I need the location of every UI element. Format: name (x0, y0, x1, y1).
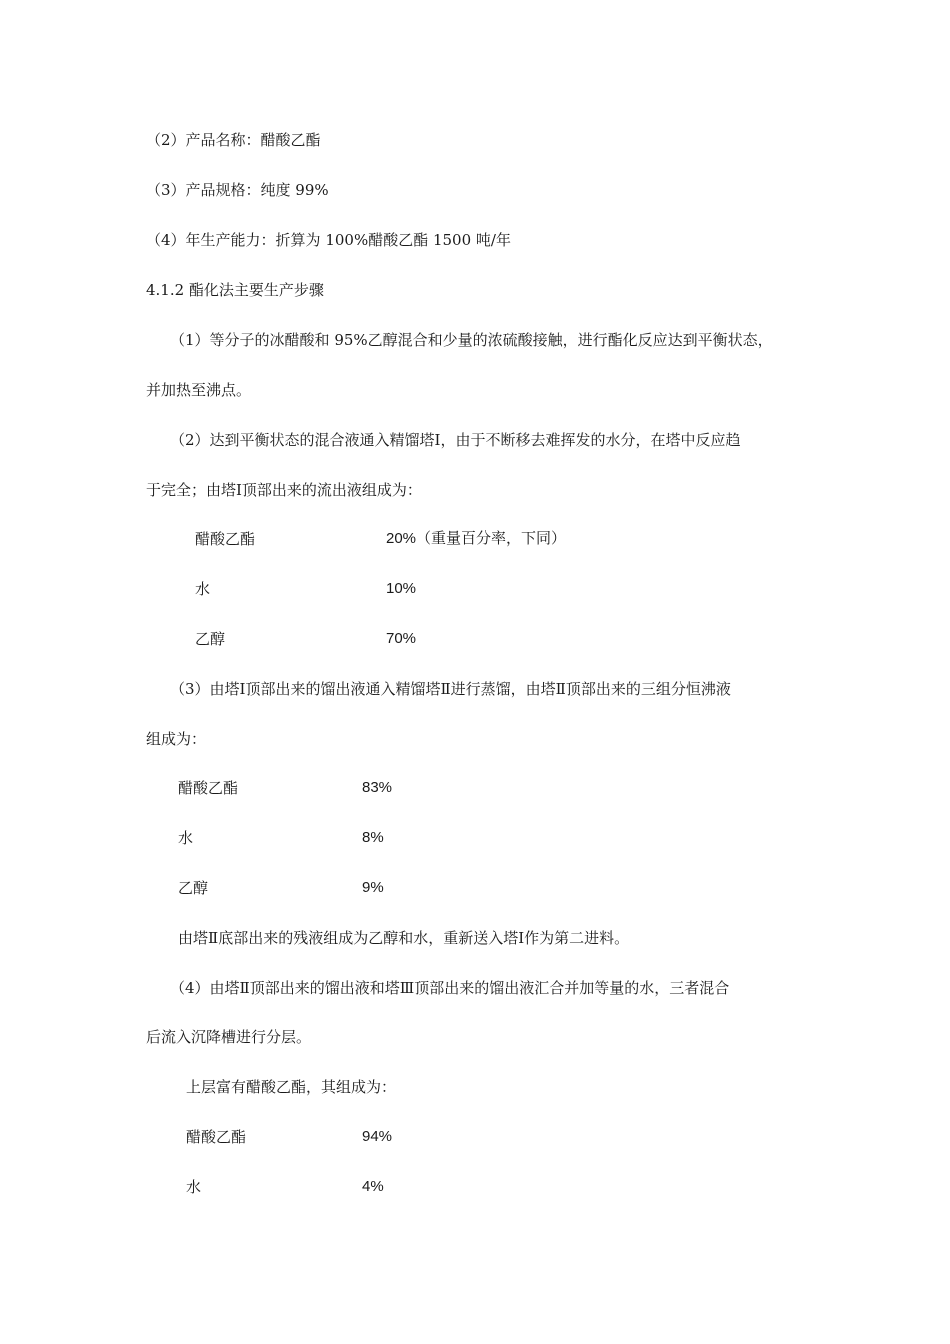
component-value: 8% (362, 829, 384, 846)
production-capacity-line: （4）年生产能力：折算为 100%醋酸乙酯 1500 吨/年 (146, 231, 511, 249)
component-value: 10% (386, 580, 417, 597)
component-value: 94% (362, 1128, 393, 1145)
step1-line1: （1）等分子的冰醋酸和 95%乙醇混合和少量的浓硫酸接触，进行酯化反应达到平衡状态， (170, 331, 773, 349)
product-name-line: （2）产品名称：醋酸乙酯 (146, 131, 321, 149)
component-name: 乙醇 (178, 879, 209, 897)
step3-line1: （3）由塔Ⅰ顶部出来的馏出液通入精馏塔Ⅱ进行蒸馏，由塔Ⅱ顶部出来的三组分恒沸液 (170, 680, 731, 698)
component-value: 9% (362, 879, 384, 896)
step2-line1: （2）达到平衡状态的混合液通入精馏塔Ⅰ，由于不断移去难挥发的水分，在塔中反应趋 (170, 431, 741, 449)
component-name: 醋酸乙酯 (186, 1128, 247, 1146)
product-spec-line: （3）产品规格：纯度 99% (146, 181, 329, 199)
component-value: 4% (362, 1178, 384, 1195)
component-name: 醋酸乙酯 (178, 779, 239, 797)
component-value: 83% (362, 779, 393, 796)
step3-line2: 组成为： (146, 730, 207, 748)
component-name: 水 (195, 580, 211, 598)
step1-line2: 并加热至沸点。 (146, 381, 252, 399)
step4-line2: 后流入沉降槽进行分层。 (146, 1028, 312, 1046)
step4-line1: （4）由塔Ⅱ顶部出来的馏出液和塔Ⅲ顶部出来的馏出液汇合并加等量的水，三者混合 (170, 979, 730, 997)
section-heading: 4.1.2 酯化法主要生产步骤 (146, 281, 324, 299)
step2-line2: 于完全；由塔Ⅰ顶部出来的流出液组成为： (146, 481, 422, 499)
component-value: 20%（重量百分率，下同） (386, 530, 567, 547)
component-name: 水 (178, 829, 194, 847)
component-name: 水 (186, 1178, 202, 1196)
residue-line: 由塔Ⅱ底部出来的残液组成为乙醇和水，重新送入塔Ⅰ作为第二进料。 (178, 929, 630, 947)
component-name: 乙醇 (195, 630, 226, 648)
component-value: 70% (386, 630, 417, 647)
component-name: 醋酸乙酯 (195, 530, 256, 548)
upper-layer-line: 上层富有醋酸乙酯，其组成为： (186, 1078, 397, 1096)
